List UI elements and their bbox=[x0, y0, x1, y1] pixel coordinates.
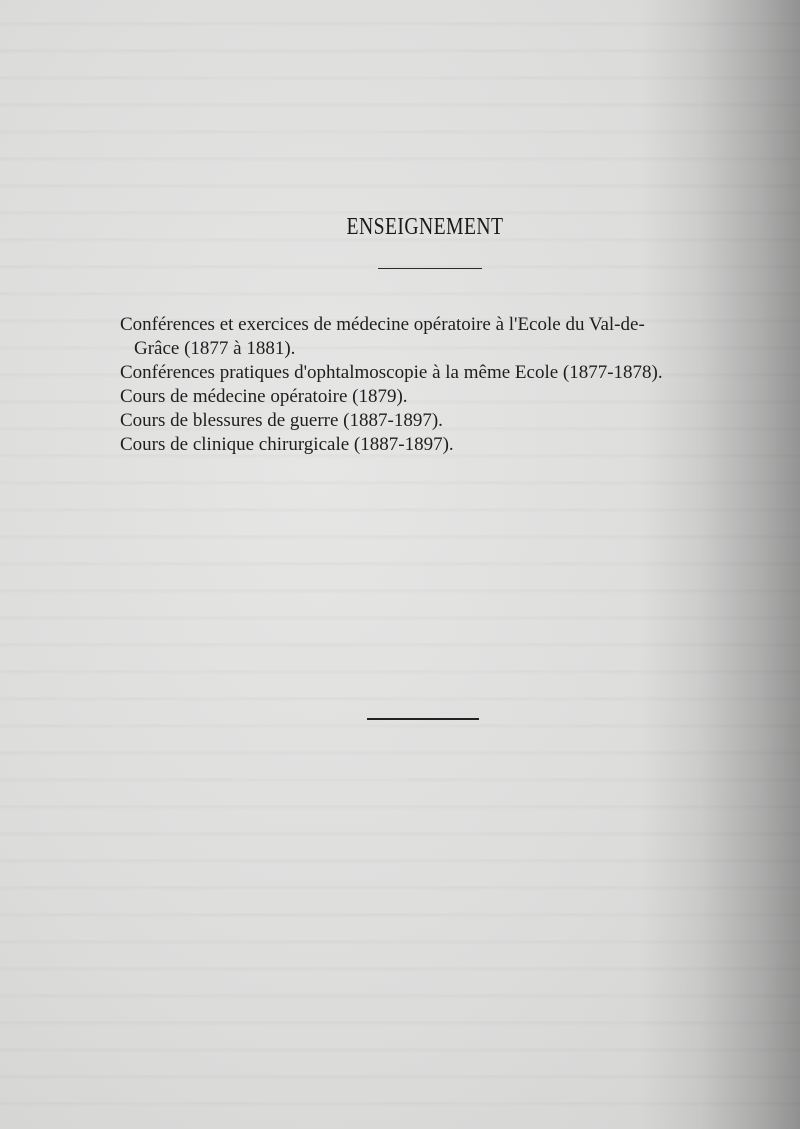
title-underline-rule bbox=[378, 268, 482, 269]
entry-line-2: Grâce (1877 à 1881). bbox=[134, 338, 296, 359]
list-item: Conférences pratiques d'ophtalmoscopie à la même Ecole (1877-1878). bbox=[120, 362, 663, 383]
page-title: ENSEIGNEMENT bbox=[346, 214, 504, 240]
teaching-list bbox=[120, 313, 740, 457]
list-item: Cours de médecine opératoire (1879). bbox=[120, 386, 408, 407]
entry-line-1: Conférences et exercices de médecine opératoire à l'Ecole du Val-de- bbox=[120, 314, 645, 335]
section-end-rule bbox=[367, 718, 479, 720]
list-item: Cours de blessures de guerre (1887-1897). bbox=[120, 410, 443, 431]
list-item bbox=[120, 313, 740, 361]
list-item: Cours de clinique chirurgicale (1887-1897). bbox=[120, 434, 454, 455]
